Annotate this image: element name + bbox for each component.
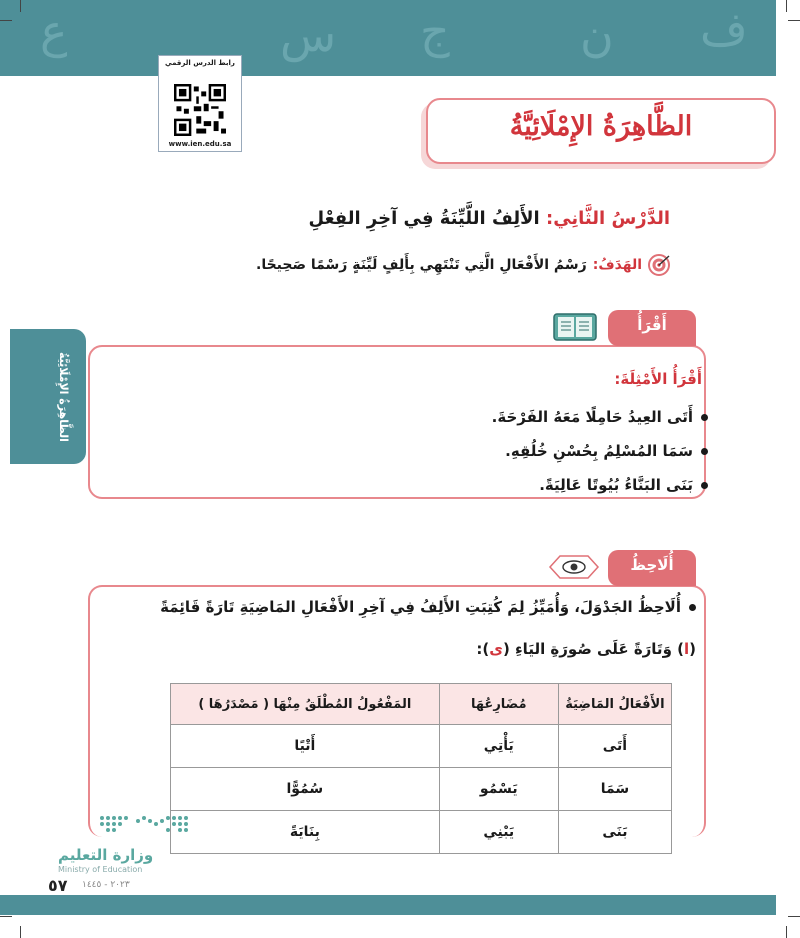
column-header: المَفْعُولُ المُطْلَقُ مِنْهَا ( مَصْدَرُهَا )	[171, 684, 440, 725]
table-cell: سَمَا	[558, 768, 671, 811]
lesson-heading	[309, 208, 670, 229]
table-cell: أَتَى	[558, 725, 671, 768]
lesson-topic: الأَلِفُ اللَّيِّنَةُ فِي آخِرِ الفِعْلِ	[308, 208, 540, 229]
bottom-decorative-band	[0, 895, 776, 915]
bullet-icon	[701, 414, 708, 421]
page-number: ٥٧	[48, 876, 68, 895]
qr-code-box[interactable]	[158, 55, 242, 152]
title-banner	[426, 98, 776, 164]
lesson-label: الدَّرْسُ الثَّانِي:	[546, 208, 670, 229]
ministry-name-ar: وزارة التعليم	[58, 846, 154, 864]
read-heading: أَقْرَأُ الأَمْثِلَةَ:	[614, 370, 702, 388]
table-row	[171, 768, 672, 811]
column-header: مُضَارِعُهَا	[439, 684, 558, 725]
example-text: أَتَى العِيدُ حَامِلًا مَعَهُ الفَرْحَةَ.	[491, 408, 693, 426]
crop-mark	[20, 0, 21, 12]
ministry-logo-icon	[98, 808, 190, 838]
table-cell: يَأْتِي	[439, 725, 558, 768]
ministry-name-en: Ministry of Education	[58, 865, 143, 874]
bullet-icon	[701, 482, 708, 489]
notice-instruction-cont	[476, 640, 696, 658]
goal-line	[256, 254, 670, 276]
crop-mark	[0, 20, 12, 21]
verbs-table	[170, 683, 672, 854]
side-tab-label: الظَّاهِرَةُ الإِمْلَائِيَّةُ	[57, 352, 70, 442]
table-row	[171, 725, 672, 768]
table-cell: بَنَى	[558, 811, 671, 854]
notice-instruction	[160, 598, 696, 616]
notice-tab-label: أُلَاحِظُ	[630, 556, 674, 574]
notice-tab	[608, 550, 696, 586]
alef-letter: ا	[683, 640, 690, 658]
crop-mark	[788, 20, 800, 21]
decorative-letter: س	[280, 8, 337, 62]
table-cell: بِنَايَةً	[171, 811, 440, 854]
table-row	[171, 811, 672, 854]
example-text: سَمَا المُسْلِمُ بِحُسْنِ خُلُقِهِ.	[505, 442, 693, 460]
notice-mid-text: ) وَتَارَةً عَلَى صُورَةِ اليَاءِ (	[502, 640, 684, 658]
goal-text: رَسْمُ الأَفْعَالِ الَّتِي تَنْتَهِي بِأَلِفٍ لَيِّنَةٍ رَسْمًا صَحِيحًا.	[256, 257, 587, 273]
side-chapter-tab	[10, 329, 86, 464]
qr-url[interactable]: www.ien.edu.sa	[168, 140, 232, 148]
table-cell: أَتْيًا	[171, 725, 440, 768]
qr-label: رابط الدرس الرقمي	[165, 59, 235, 67]
crop-mark	[786, 926, 787, 938]
bullet-icon	[689, 604, 696, 611]
table-header-row	[171, 684, 672, 725]
column-header: الأَفْعَالُ المَاضِيَةُ	[558, 684, 671, 725]
paren: (	[689, 640, 696, 658]
qr-code-icon[interactable]	[174, 84, 226, 136]
bullet-icon	[701, 448, 708, 455]
open-book-icon	[553, 313, 597, 341]
goal-label: الهَدَفُ:	[592, 257, 642, 273]
example-item	[492, 408, 708, 426]
read-tab	[608, 310, 696, 346]
decorative-letter: ن	[580, 8, 614, 62]
edition-year: ٢٠٢٣ - ١٤٤٥	[82, 880, 130, 890]
table-cell: يَبْنِي	[439, 811, 558, 854]
target-icon	[648, 254, 670, 276]
example-text: بَنَى البَنَّاءُ بُيُوتًا عَالِيَةً.	[539, 476, 693, 494]
ya-letter: ى	[489, 640, 503, 658]
example-item	[505, 442, 708, 460]
table-cell: سُمُوًّا	[171, 768, 440, 811]
read-tab-label: أَقْرَأُ	[637, 316, 667, 334]
notice-instruction-text: أُلَاحِظُ الجَدْوَلَ، وَأُمَيِّزُ لِمَ كُتِبَتِ الأَلِفُ فِي آخِرِ الأَفْعَالِ المَاضِيَةِ تَارَةً قَائِمَةً	[160, 598, 681, 616]
decorative-letter: ج	[420, 4, 450, 58]
crop-mark	[20, 926, 21, 938]
crop-mark	[788, 916, 800, 917]
decorative-letter: ع	[40, 4, 68, 58]
page-title: الظَّاهِرَةُ الإِمْلَائِيَّةُ	[509, 111, 693, 142]
table-cell: يَسْمُو	[439, 768, 558, 811]
top-decorative-band	[0, 0, 776, 76]
example-item	[539, 476, 708, 494]
eye-icon	[548, 554, 600, 580]
crop-mark	[0, 916, 12, 917]
paren: ):	[476, 640, 490, 658]
decorative-letter: ف	[700, 2, 748, 56]
crop-mark	[786, 0, 787, 12]
